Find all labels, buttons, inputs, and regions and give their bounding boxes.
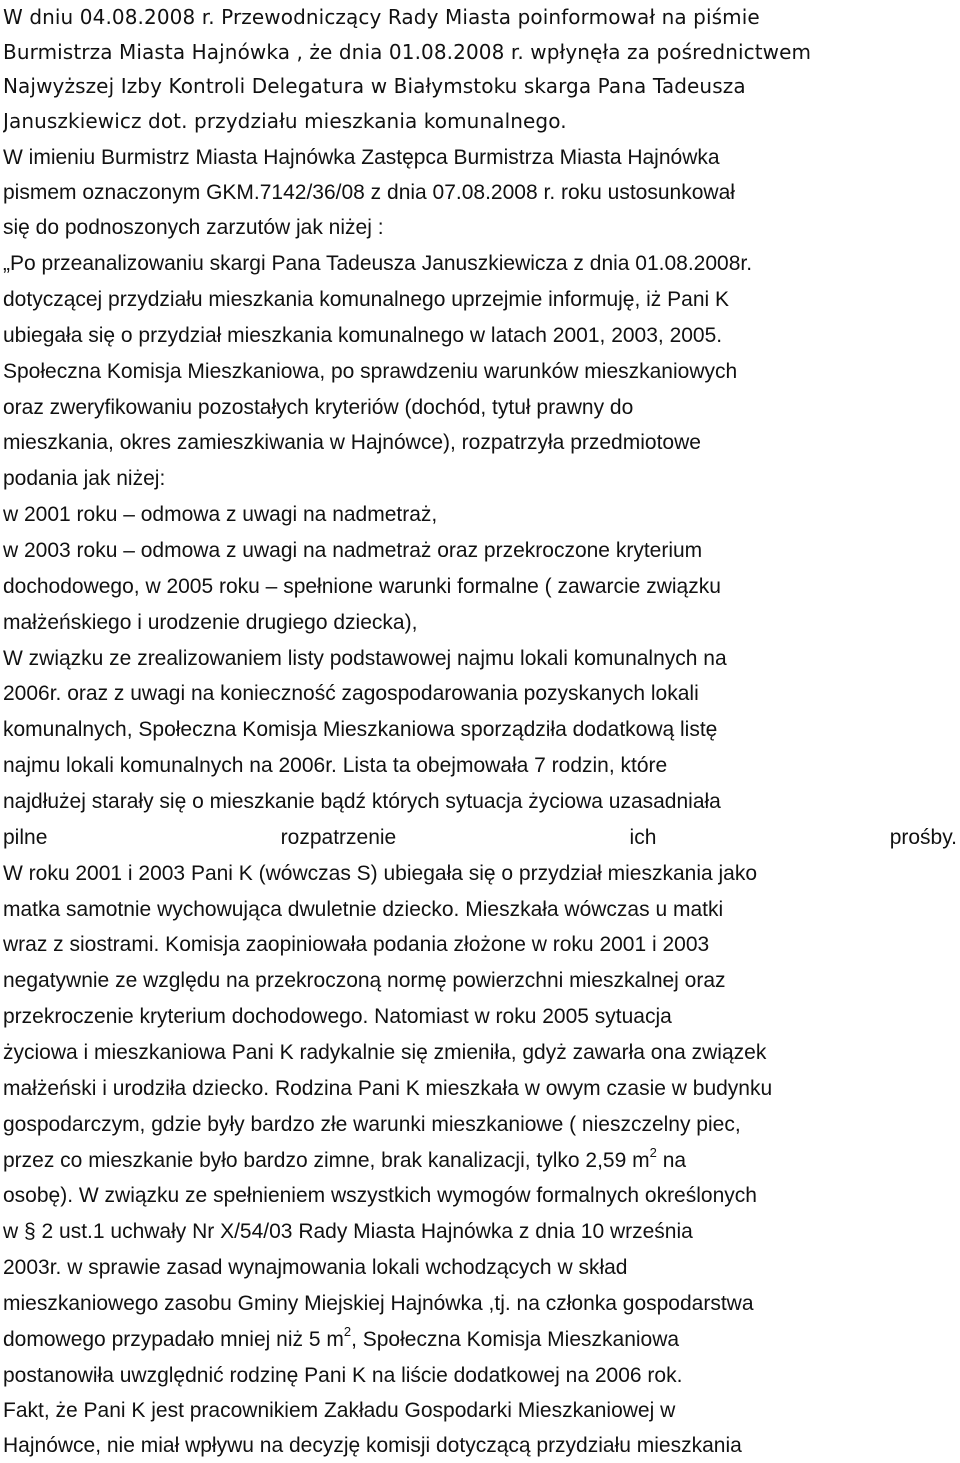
paragraph-line: W związku ze zrealizowaniem listy podstawowej najmu lokali komunalnych na — [3, 647, 727, 670]
justified-line — [3, 823, 957, 855]
paragraph-line: W roku 2001 i 2003 Pani K (wówczas S) ubiegała się o przydział mieszkania jako — [3, 862, 758, 885]
paragraph-line: małżeński i urodziła dziecko. Rodzina Pani K mieszkała w owym czasie w budynku — [3, 1077, 773, 1100]
paragraph-line: mieszkania, okres zamieszkiwania w Hajnówce), rozpatrzyła przedmiotowe — [3, 431, 701, 454]
paragraph-line: „Po przeanalizowaniu skargi Pana Tadeusza Januszkiewicza z dnia 01.08.2008r. — [3, 252, 753, 275]
paragraph-line: życiowa i mieszkaniowa Pani K radykalnie się zmieniła, gdyż zawarła ona związek — [3, 1041, 767, 1064]
paragraph-line: ubiegała się o przydział mieszkania komunalnego w latach 2001, 2003, 2005. — [3, 324, 723, 347]
paragraph-line: Burmistrza Miasta Hajnówka , że dnia 01.08.2008 r. wpłynęła za pośrednictwem — [3, 40, 812, 64]
paragraph-line: przekroczenie kryterium dochodowego. Natomiast w roku 2005 sytuacja — [3, 1005, 672, 1028]
superscript: 2 — [343, 1325, 352, 1339]
paragraph-line: dotyczącej przydziału mieszkania komunalnego uprzejmie informuję, iż Pani K — [3, 288, 730, 311]
paragraph-line: najdłużej starały się o mieszkanie bądź których sytuacja życiowa uzasadniała — [3, 790, 721, 813]
paragraph-line: w 2003 roku – odmowa z uwagi na nadmetraż oraz przekroczone kryterium — [3, 539, 703, 562]
word: pilne — [3, 826, 48, 849]
paragraph-line: oraz zweryfikowaniu pozostałych kryteriów (dochód, tytuł prawny do — [3, 396, 634, 419]
word: prośby. — [889, 826, 957, 849]
paragraph-line: 2006r. oraz z uwagi na konieczność zagospodarowania pozyskanych lokali — [3, 682, 699, 705]
paragraph-line: Najwyższej Izby Kontroli Delegatura w Białymstoku skarga Pana Tadeusza — [3, 74, 746, 98]
paragraph-line — [3, 1325, 957, 1357]
line-text: przez co mieszkanie było bardzo zimne, brak kanalizacji, tylko 2,59 m — [3, 1149, 650, 1172]
paragraph-line: w 2001 roku – odmowa z uwagi na nadmetraż, — [3, 503, 438, 526]
superscript: 2 — [649, 1146, 657, 1160]
paragraph-line: W imieniu Burmistrz Miasta Hajnówka Zastępca Burmistrza Miasta Hajnówka — [3, 146, 720, 169]
paragraph-line: postanowiła uwzględnić rodzinę Pani K na liście dodatkowej na 2006 rok. — [3, 1364, 683, 1387]
paragraph-line: Społeczna Komisja Mieszkaniowa, po sprawdzeniu warunków mieszkaniowych — [3, 360, 738, 383]
word: ich — [629, 826, 657, 849]
paragraph-line: podania jak niżej: — [3, 467, 166, 490]
paragraph-line: matka samotnie wychowująca dwuletnie dziecko. Mieszkała wówczas u matki — [3, 898, 724, 921]
paragraph-line: mieszkaniowego zasobu Gminy Miejskiej Hajnówka ,tj. na członka gospodarstwa — [3, 1292, 754, 1315]
line-text: , Społeczna Komisja Mieszkaniowa — [351, 1328, 680, 1351]
paragraph-line: pismem oznaczonym GKM.7142/36/08 z dnia 07.08.2008 r. roku ustosunkował — [3, 181, 735, 204]
paragraph-line: najmu lokali komunalnych na 2006r. Lista ta obejmowała 7 rodzin, które — [3, 754, 668, 777]
paragraph-line: negatywnie ze względu na przekroczoną normę powierzchni mieszkalnej oraz — [3, 969, 726, 992]
paragraph-line: W dniu 04.08.2008 r. Przewodniczący Rady Miasta poinformował na piśmie — [3, 5, 760, 29]
paragraph-line: w § 2 ust.1 uchwały Nr X/54/03 Rady Miasta Hajnówka z dnia 10 września — [3, 1220, 693, 1243]
paragraph-line: gospodarczym, gdzie były bardzo złe warunki mieszkaniowe ( nieszczelny piec, — [3, 1113, 741, 1136]
word: rozpatrzenie — [280, 826, 397, 849]
paragraph-line: osobę). W związku ze spełnieniem wszystkich wymogów formalnych określonych — [3, 1184, 757, 1207]
paragraph-line: wraz z siostrami. Komisja zaopiniowała podania złożone w roku 2001 i 2003 — [3, 933, 710, 956]
line-text: domowego przypadało mniej niż 5 m — [3, 1328, 344, 1351]
paragraph-line: Fakt, że Pani K jest pracownikiem Zakładu Gospodarki Mieszkaniowej w — [3, 1399, 676, 1422]
paragraph-line: dochodowego, w 2005 roku – spełnione warunki formalne ( zawarcie związku — [3, 575, 721, 598]
paragraph-line: Januszkiewicz dot. przydziału mieszkania komunalnego. — [3, 109, 567, 133]
paragraph-line: 2003r. w sprawie zasad wynajmowania lokali wchodzących w skład — [3, 1256, 628, 1279]
paragraph-line — [3, 1146, 957, 1178]
paragraph-line: się do podnoszonych zarzutów jak niżej : — [3, 216, 384, 239]
paragraph-line: małżeńskiego i urodzenie drugiego dziecka), — [3, 611, 418, 634]
paragraph-line: komunalnych, Społeczna Komisja Mieszkaniowa sporządziła dodatkową listę — [3, 718, 718, 741]
line-text: na — [656, 1149, 687, 1172]
paragraph-line: Hajnówce, nie miał wpływu na decyzję komisji dotyczącą przydziału mieszkania — [3, 1434, 742, 1457]
